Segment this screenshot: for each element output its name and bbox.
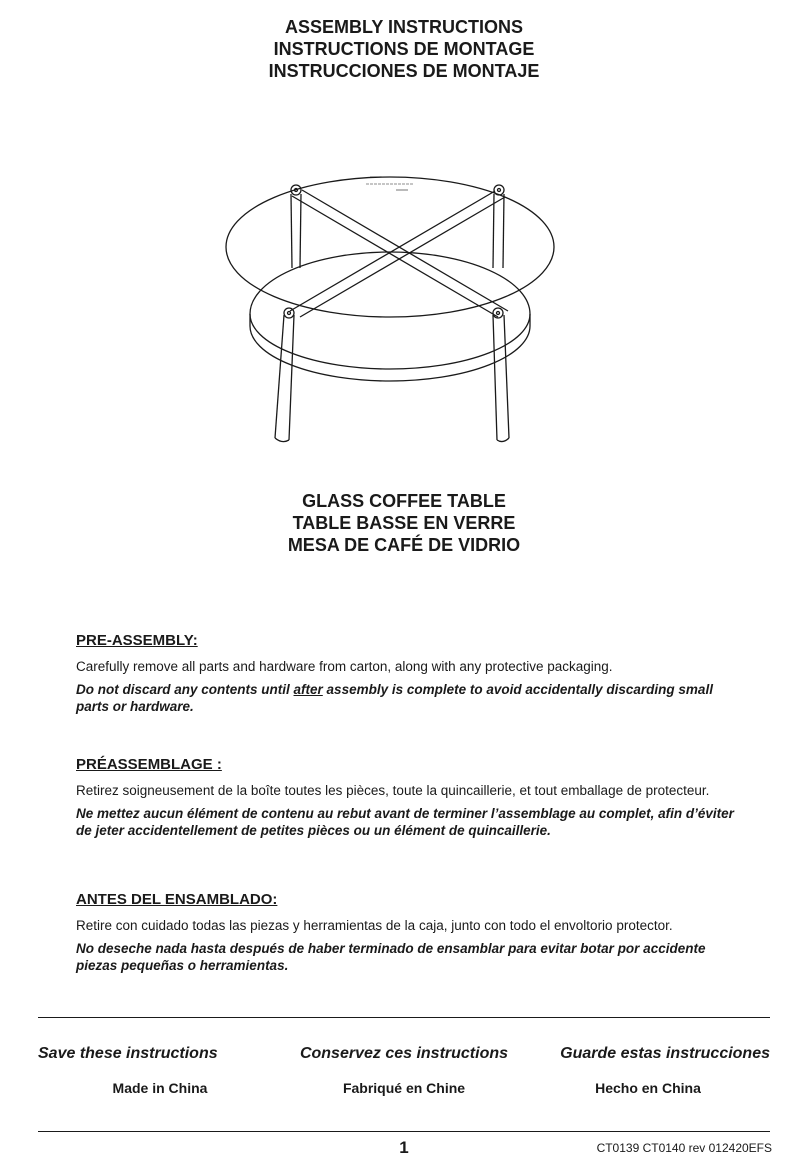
section-warning: Do not discard any contents until after assembly is complete to avoid accidentally discarding small parts or hardware.	[76, 682, 713, 714]
made-in-english: Made in China	[112, 1080, 208, 1096]
section-heading: PRE-ASSEMBLY:	[76, 632, 198, 649]
product-name-spanish: MESA DE CAFÉ DE VIDRIO	[287, 535, 521, 555]
section-body: Retire con cuidado todas las piezas y herramientas de la caja, junto con todo el envoltorio protector.	[76, 918, 673, 933]
page-number: 1	[399, 1138, 409, 1157]
divider-top	[38, 1017, 770, 1018]
divider-bottom	[38, 1131, 770, 1132]
document-code: CT0139 CT0140 rev 012420EFS	[596, 1141, 772, 1155]
section-heading: PRÉASSEMBLAGE :	[76, 756, 222, 773]
section-body: Carefully remove all parts and hardware from carton, along with any protective packaging.	[76, 659, 613, 674]
title-spanish: INSTRUCCIONES DE MONTAJE	[268, 61, 540, 81]
pre-assembly-section-spanish	[76, 891, 736, 980]
save-french: Conservez ces instructions	[299, 1045, 509, 1062]
save-spanish: Guarde estas instrucciones	[560, 1045, 770, 1062]
product-name-english: GLASS COFFEE TABLE	[302, 491, 506, 511]
pre-assembly-section-english	[76, 632, 736, 721]
title-french: INSTRUCTIONS DE MONTAGE	[273, 39, 535, 59]
title-english: ASSEMBLY INSTRUCTIONS	[284, 17, 524, 37]
section-heading: ANTES DEL ENSAMBLADO:	[76, 891, 278, 908]
product-name-french: TABLE BASSE EN VERRE	[292, 513, 516, 533]
section-body: Retirez soigneusement de la boîte toutes les pièces, toute la quincaillerie, et tout emballage de protecteur.	[76, 783, 710, 798]
pre-assembly-section-french	[76, 756, 736, 845]
made-in-row	[38, 1080, 770, 1096]
save-instructions-row	[38, 1045, 770, 1063]
document-title	[0, 16, 808, 82]
made-in-french: Fabriqué en Chine	[342, 1080, 466, 1096]
section-warning: No deseche nada hasta después de haber terminado de ensamblar para evitar botar por accidente piezas pequeñas o herramientas.	[76, 941, 706, 973]
made-in-spanish: Hecho en China	[595, 1080, 701, 1096]
product-name	[0, 490, 808, 556]
coffee-table-illustration	[210, 150, 570, 450]
save-english: Save these instructions	[38, 1045, 218, 1062]
section-warning: Ne mettez aucun élément de contenu au rebut avant de terminer l’assemblage au complet, afin d’éviter de jeter accidentellement de petites pièces ou un élément de quincaillerie.	[76, 806, 734, 838]
